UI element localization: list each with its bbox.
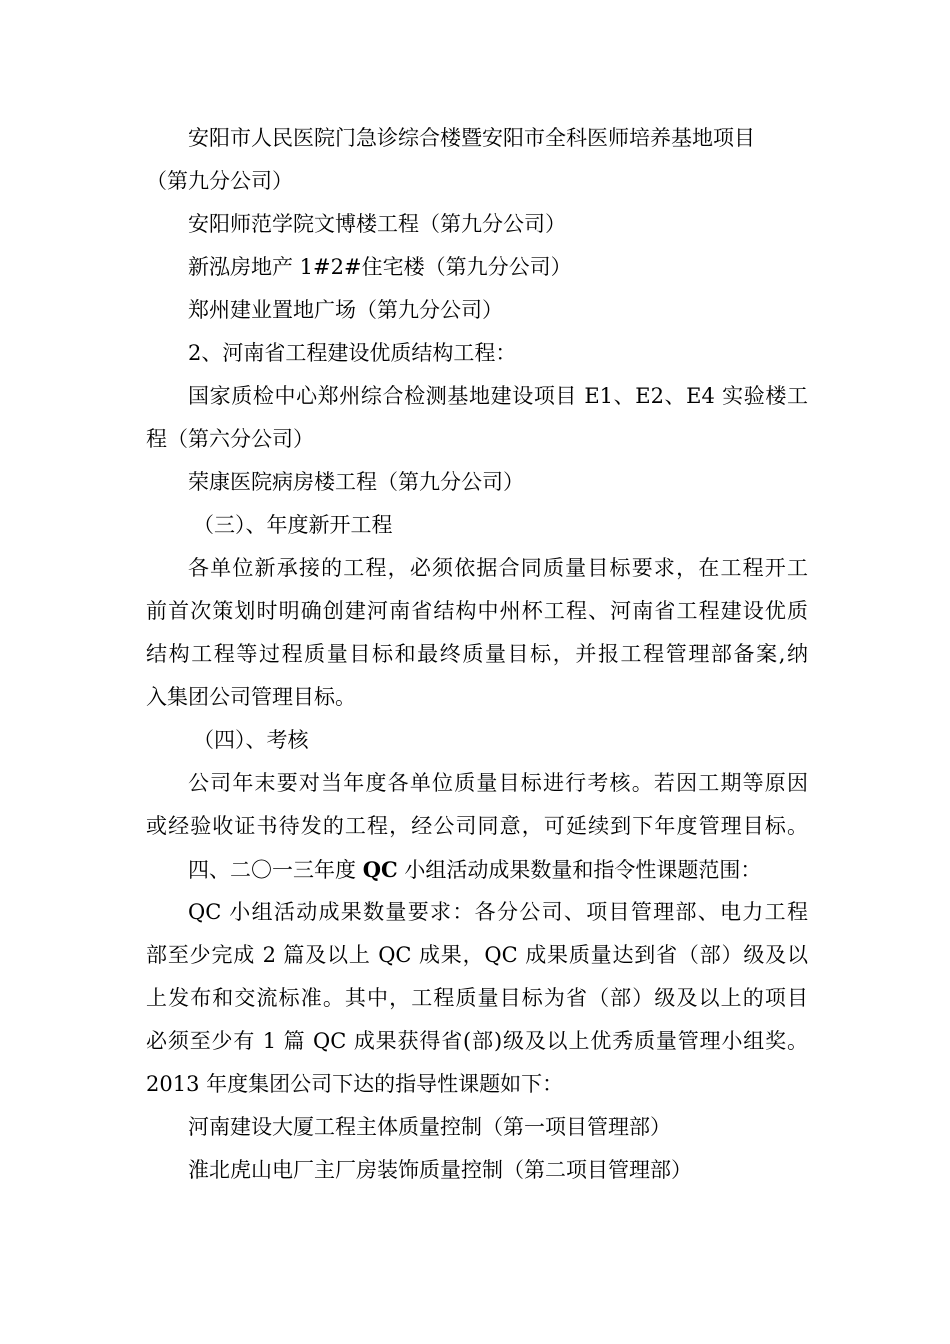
project-line-xinhong-real-estate: 新泓房地产 1#2#住宅楼（第九分公司） (188, 255, 572, 279)
paragraph-qc-line-4: 必须至少有 1 篇 QC 成果获得省(部)级及以上优秀质量管理小组奖。 (146, 1029, 808, 1053)
project-line-zhengzhou-jianye: 郑州建业置地广场（第九分公司） (188, 298, 503, 322)
paragraph-assessment-line-1: 公司年末要对当年度各单位质量目标进行考核。若因工期等原因 (188, 771, 808, 795)
paragraph-qc-line-1: QC 小组活动成果数量要求：各分公司、项目管理部、电力工程 (188, 900, 808, 924)
project-line-anyang-hospital-cont: （第九分公司） (146, 169, 293, 193)
project-line-national-inspection-center-cont: 程（第六分公司） (146, 427, 314, 451)
topic-line-henan-building: 河南建设大厦工程主体质量控制（第一项目管理部） (188, 1115, 671, 1139)
paragraph-new-projects-line-2: 前首次策划时明确创建河南省结构中州杯工程、河南省工程建设优质 (146, 599, 808, 623)
paragraph-qc-line-3: 上发布和交流标准。其中，工程质量目标为省（部）级及以上的项目 (146, 986, 808, 1010)
document-page (146, 117, 808, 1192)
paragraph-new-projects-line-4: 入集团公司管理目标。 (146, 685, 356, 709)
section-heading-qc-groups-part-2: 小组活动成果数量和指令性课题范围： (397, 858, 762, 882)
paragraph-qc-line-2: 部至少完成 2 篇及以上 QC 成果，QC 成果质量达到省（部）级及以 (146, 943, 808, 967)
section-heading-qc-groups-bold: QC (362, 857, 398, 882)
section-heading-qc-groups-part-1: 四、二〇一三年度 (188, 858, 363, 882)
section-heading-new-projects: （三）、年度新开工程 (193, 513, 393, 537)
paragraph-qc-line-5: 2013 年度集团公司下达的指导性课题如下： (146, 1072, 564, 1096)
paragraph-new-projects-line-1: 各单位新承接的工程，必须依据合同质量目标要求，在工程开工 (188, 556, 808, 580)
section-heading-assessment: （四）、考核 (193, 728, 309, 752)
project-line-anyang-hospital: 安阳市人民医院门急诊综合楼暨安阳市全科医师培养基地项目 (188, 126, 755, 150)
section-heading-qc-groups (146, 848, 808, 891)
section-heading-quality-structure: 2、河南省工程建设优质结构工程： (188, 341, 517, 365)
paragraph-assessment-line-2: 或经验收证书待发的工程，经公司同意，可延续到下年度管理目标。 (146, 814, 808, 838)
project-line-national-inspection-center: 国家质检中心郑州综合检测基地建设项目 E1、E2、E4 实验楼工 (188, 384, 808, 408)
paragraph-new-projects-line-3: 结构工程等过程质量目标和最终质量目标，并报工程管理部备案,纳 (146, 642, 808, 666)
project-line-rongkang-hospital: 荣康医院病房楼工程（第九分公司） (188, 470, 524, 494)
project-line-anyang-normal-univ: 安阳师范学院文博楼工程（第九分公司） (188, 212, 566, 236)
topic-line-huaibei-power-plant: 淮北虎山电厂主厂房装饰质量控制（第二项目管理部） (188, 1158, 692, 1182)
